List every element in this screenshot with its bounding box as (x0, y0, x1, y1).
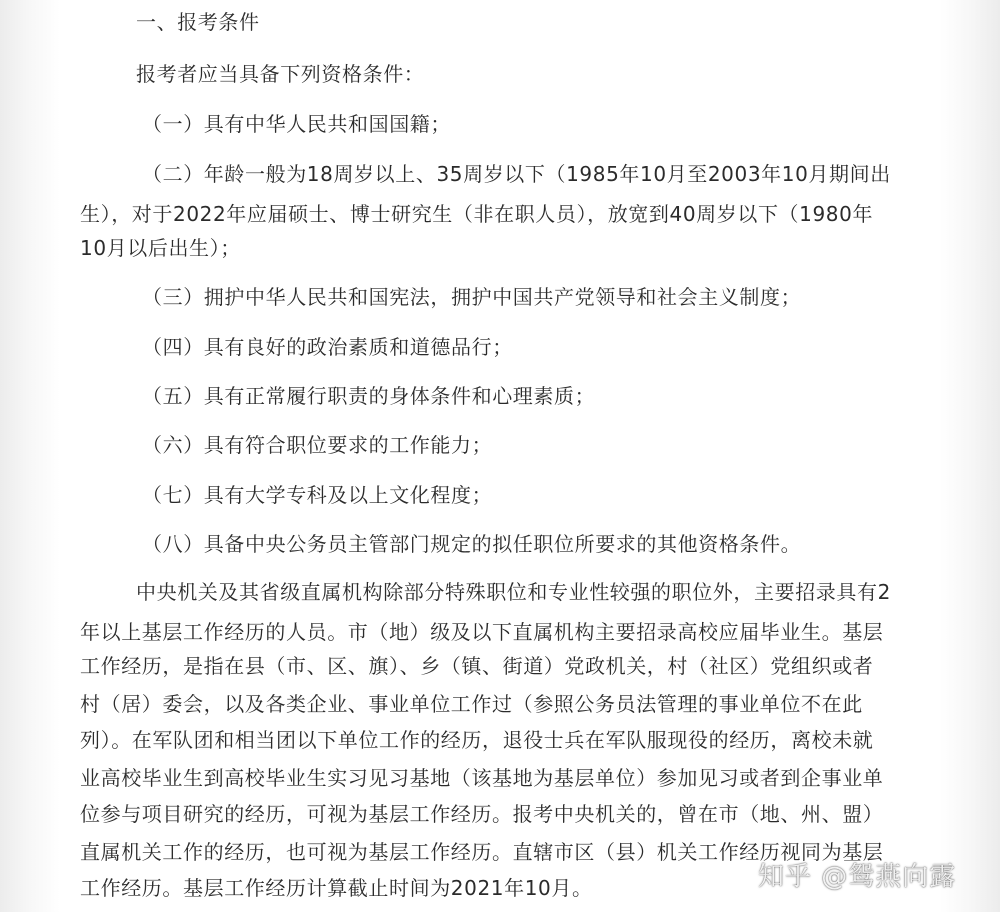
condition-item: （三）拥护中华人民共和国宪法，拥护中国共产党领导和社会主义制度； (142, 285, 802, 309)
condition-item: （六）具有符合职位要求的工作能力； (142, 433, 493, 457)
paragraph-line: 中央机关及其省级直属机构除部分特殊职位和专业性较强的职位外，主要招录具有2 (136, 580, 891, 604)
condition-item: （四）具有良好的政治素质和道德品行； (142, 335, 513, 359)
right-page-shadow (940, 0, 1000, 912)
condition-item: （七）具有大学专科及以上文化程度； (142, 483, 493, 507)
condition-item: （一）具有中华人民共和国国籍； (142, 112, 451, 136)
condition-item-continued: 生），对于2022年应届硕士、博士研究生（非在职人员），放宽到40周岁以下（1980年 (80, 202, 874, 226)
paragraph-line: 位参与项目研究的经历，可视为基层工作经历。报考中央机关的，曾在市（地、州、盟） (80, 802, 884, 826)
paragraph-line: 年以上基层工作经历的人员。市（地）级及以下直属机构主要招录高校应届毕业生。基层 (80, 620, 884, 644)
condition-item: （二）年龄一般为18周岁以上、35周岁以下（1985年10月至2003年10月期间出 (142, 162, 891, 186)
condition-item: （八）具备中央公务员主管部门规定的拟任职位所要求的其他资格条件。 (142, 532, 802, 556)
condition-item: （五）具有正常履行职责的身体条件和心理素质； (142, 384, 596, 408)
left-page-shadow (0, 0, 60, 912)
paragraph-line: 业高校毕业生到高校毕业生实习见习基地（该基地为基层单位）参加见习或者到企事业单 (80, 766, 884, 790)
paragraph-line: 村（居）委会，以及各类企业、事业单位工作过（参照公务员法管理的事业单位不在此 (80, 692, 863, 716)
condition-item-continued: 10月以后出生）； (80, 236, 241, 260)
section-heading: 一、报考条件 (136, 10, 260, 34)
paragraph-line: 直属机关工作的经历，也可视为基层工作经历。直辖市区（县）机关工作经历视同为基层 (80, 840, 884, 864)
paragraph-line: 工作经历，是指在县（市、区、旗）、乡（镇、街道）党政机关，村（社区）党组织或者 (80, 654, 874, 678)
zhihu-watermark: 知乎 @鸳燕向露 (758, 862, 957, 892)
intro-text: 报考者应当具备下列资格条件： (136, 62, 425, 86)
paragraph-line: 列）。在军队团和相当团以下单位工作的经历，退役士兵在军队服现役的经历，离校未就 (80, 728, 874, 752)
paragraph-line: 工作经历。基层工作经历计算截止时间为2021年10月。 (80, 876, 593, 900)
